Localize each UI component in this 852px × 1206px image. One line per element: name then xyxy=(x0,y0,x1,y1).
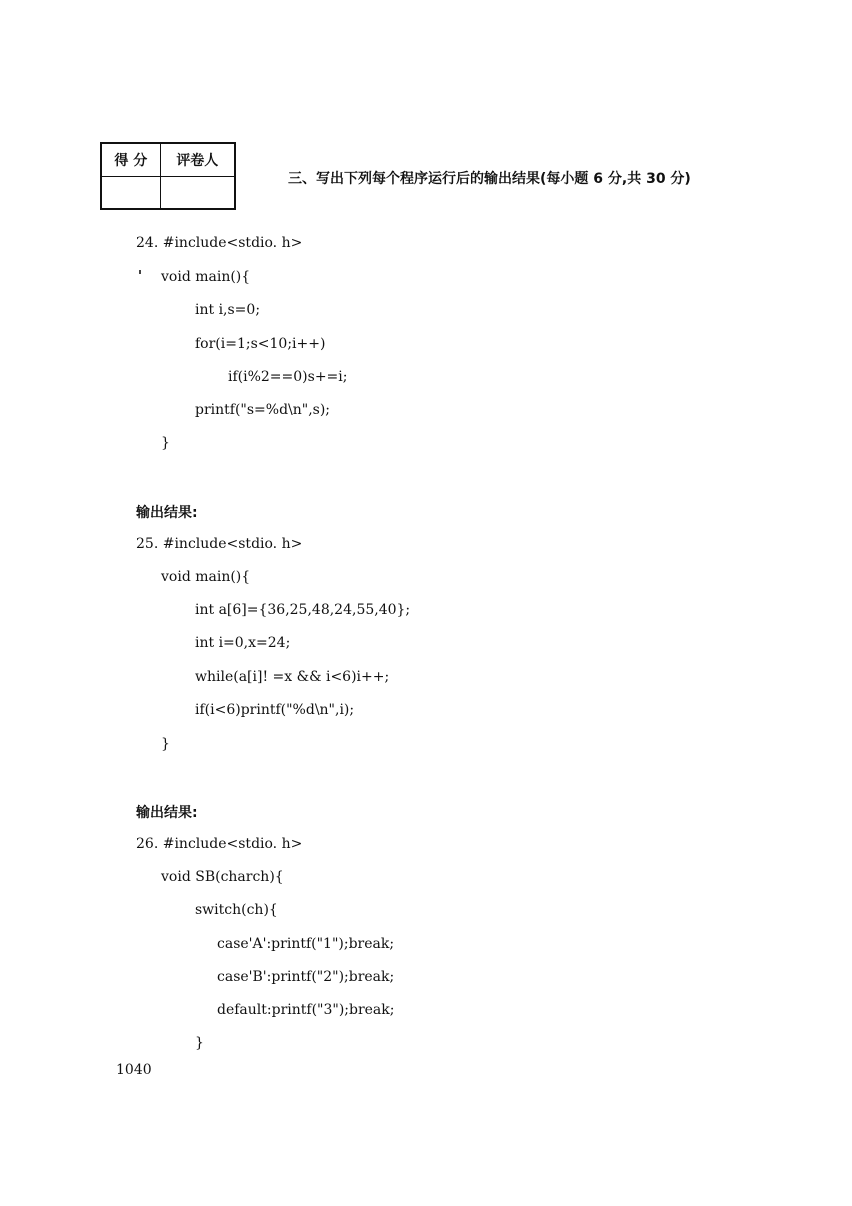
q25-line-6: if(i<6)printf("%d\n",i); xyxy=(195,702,355,718)
page-number: 1040 xyxy=(116,1062,152,1078)
q25-line-1: 25. #include<stdio. h> xyxy=(136,536,303,552)
q24-output-label: 输出结果: xyxy=(136,505,198,521)
q26-line-1: 26. #include<stdio. h> xyxy=(136,836,303,852)
q25-line-4: int i=0,x=24; xyxy=(195,635,291,651)
scan-mark xyxy=(139,270,141,274)
q25-line-3: int a[6]={36,25,48,24,55,40}; xyxy=(195,602,411,618)
q26-line-4: case'A':printf("1");break; xyxy=(217,936,395,952)
score-table xyxy=(100,142,236,210)
grader-cell xyxy=(160,177,235,210)
q25-output-label: 输出结果: xyxy=(136,805,198,821)
q25-line-2: void main(){ xyxy=(161,569,251,585)
q26-line-6: default:printf("3");break; xyxy=(217,1002,395,1018)
q25-line-5: while(a[i]! =x && i<6)i++; xyxy=(195,669,390,685)
q25-line-7: } xyxy=(161,736,170,752)
score-cell xyxy=(101,177,160,210)
q26-line-5: case'B':printf("2");break; xyxy=(217,969,395,985)
q24-line-3: int i,s=0; xyxy=(195,302,261,318)
q26-line-7: } xyxy=(195,1035,204,1051)
q24-line-2: void main(){ xyxy=(161,269,251,285)
q24-line-5: if(i%2==0)s+=i; xyxy=(228,369,348,385)
q26-line-2: void SB(charch){ xyxy=(161,869,284,885)
q24-line-1: 24. #include<stdio. h> xyxy=(136,235,303,251)
q26-line-3: switch(ch){ xyxy=(195,902,278,918)
section-title: 三、写出下列每个程序运行后的输出结果(每小题 6 分,共 30 分) xyxy=(288,171,691,187)
q24-line-7: } xyxy=(161,435,170,451)
q24-line-4: for(i=1;s<10;i++) xyxy=(195,336,326,352)
score-label: 得 分 xyxy=(101,143,160,177)
q24-line-6: printf("s=%d\n",s); xyxy=(195,402,331,418)
grader-label: 评卷人 xyxy=(160,143,235,177)
